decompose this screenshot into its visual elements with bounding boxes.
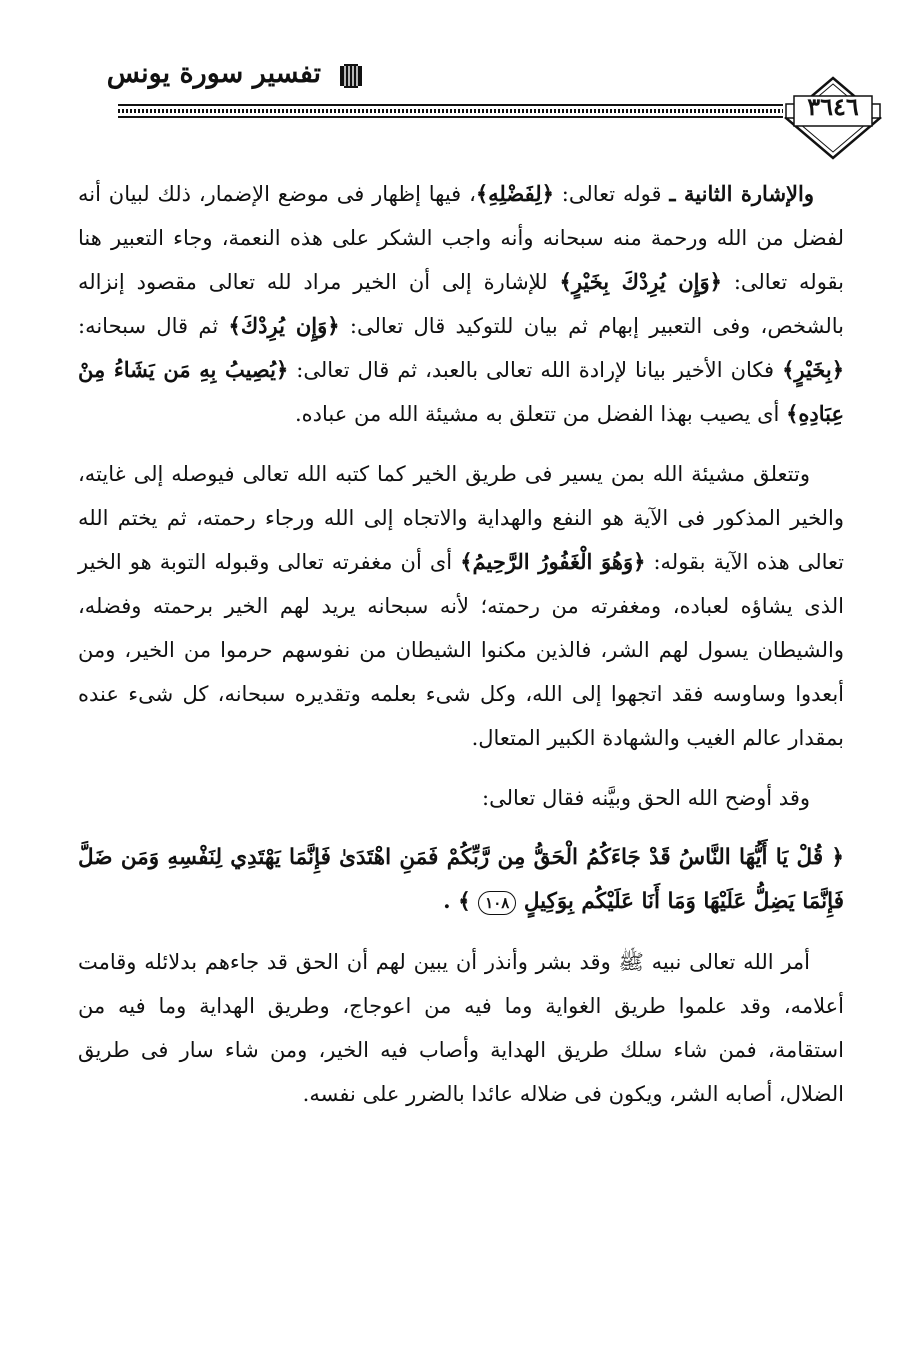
quran-quote: ﴿وَإِن يُرِدْكَ بِخَيْرٍ﴾ <box>559 269 722 294</box>
paragraph-2 <box>78 452 844 760</box>
verse-text: ﴿ قُلْ يَا أَيُّهَا النَّاسُ قَدْ جَاءَكُمُ الْحَقُّ مِن رَّبِّكُمْ فَمَنِ اهْتَدَىٰ فَإِنَّمَا يَهْتَدِي لِنَفْسِهِ وَمَن ضَلَّ فَإِنَّمَا يَضِلُّ عَلَيْهَا وَمَا أَنَا عَلَيْكُم بِوَكِيلٍ <box>78 845 844 914</box>
quran-quote: ﴿يُصِيبُ بِهِ مَن يَشَاءُ مِنْ عِبَادِهِ﴾ <box>78 357 844 426</box>
paragraph-1 <box>78 172 844 436</box>
running-title: تفسير سورة يونس <box>106 58 321 89</box>
text-span: للإشارة إلى أن الخير مراد لله تعالى مقصود إنزاله بالشخص، وفى التعبير إبهام ثم بيان للتوكيد قال تعالى: <box>78 270 844 338</box>
quran-quote: ﴿بِخَيْرٍ﴾ <box>782 357 844 382</box>
page-header <box>0 0 921 170</box>
header-rule-top <box>118 104 783 106</box>
body-text <box>78 172 844 1132</box>
ornament-icon <box>336 62 366 90</box>
quran-quote: ﴿وَهُوَ الْغَفُورُ الرَّحِيمُ﴾ <box>460 549 646 574</box>
ayah-number-marker: ١٠٨ <box>478 891 516 915</box>
verse-end: ﴾ . <box>443 889 479 914</box>
header-rule-bottom <box>118 116 783 118</box>
section-lead: والإشارة الثانية ـ <box>669 181 814 206</box>
text-span: أى يصيب بهذا الفضل من تتعلق به مشيئة الله من عباده. <box>294 402 787 426</box>
text-span: قوله تعالى: <box>553 182 670 206</box>
header-rule-hatched <box>118 109 783 113</box>
page-number: ٣٦٤٦ <box>807 92 859 121</box>
text-span: أمر الله تعالى نبيه ﷺ وقد بشر وأنذر أن يبين لهم أن الحق قد جاءهم بدلائله وقامت أعلامه، وقد علموا طريق الغواية وما فيه من اعوجاج، وطريق الهداية وما فيه من استقامة، فمن شاء سلك طريق الهداية وأصاب فيه الخير، ومن شاء سار فى طريق الضلال، أصابه الشر، ويكون فى ضلاله عائدا بالضرر على نفسه. <box>78 950 844 1106</box>
paragraph-4 <box>78 940 844 1116</box>
text-span: أى أن مغفرته تعالى وقبوله التوبة هو الخير الذى يشاؤه لعباده، ومغفرته من رحمته؛ لأنه سبحانه يريد لهم الخير برحمته وفضله، والشيطان يسول لهم الشر، فالذين مكنوا الشيطان من نفوسهم حرموا من الخير، ومن أبعدوا وساوسه فقد اتجهوا إلى الله، وكل شىء بعلمه وتقديره سبحانه، كل شىء عنده بمقدار عالم الغيب والشهادة الكبير المتعال. <box>78 550 844 750</box>
quran-quote: ﴿وَإِن يُرِدْكَ﴾ <box>228 313 340 338</box>
text-span: وقد أوضح الله الحق وبيَّنه فقال تعالى: <box>482 786 810 810</box>
text-span: ، فيها إظهار فى موضع الإضمار، ذلك لبيان أنه لفضل من الله ورحمة منه سبحانه وأنه واجب الشكر على هذه النعمة، وجاء التعبير هنا بقوله تعالى: <box>78 182 845 294</box>
paragraph-3 <box>78 776 844 820</box>
text-span: فكان الأخير بيانا لإرادة الله تعالى بالعبد، ثم قال تعالى: <box>288 358 783 382</box>
quran-verse-block <box>78 836 844 924</box>
quran-quote: ﴿لِفَضْلِهِ﴾ <box>475 181 554 206</box>
text-span: وتتعلق مشيئة الله بمن يسير فى طريق الخير كما كتبه الله تعالى فيوصله إلى غايته، والخير المذكور فى الآية هو النفع والهداية والاتجاه إلى الله ورجاء رحمته، ثم يختم الله تعالى هذه الآية بقوله: <box>78 462 844 574</box>
text-span: ثم قال سبحانه: <box>78 314 229 338</box>
